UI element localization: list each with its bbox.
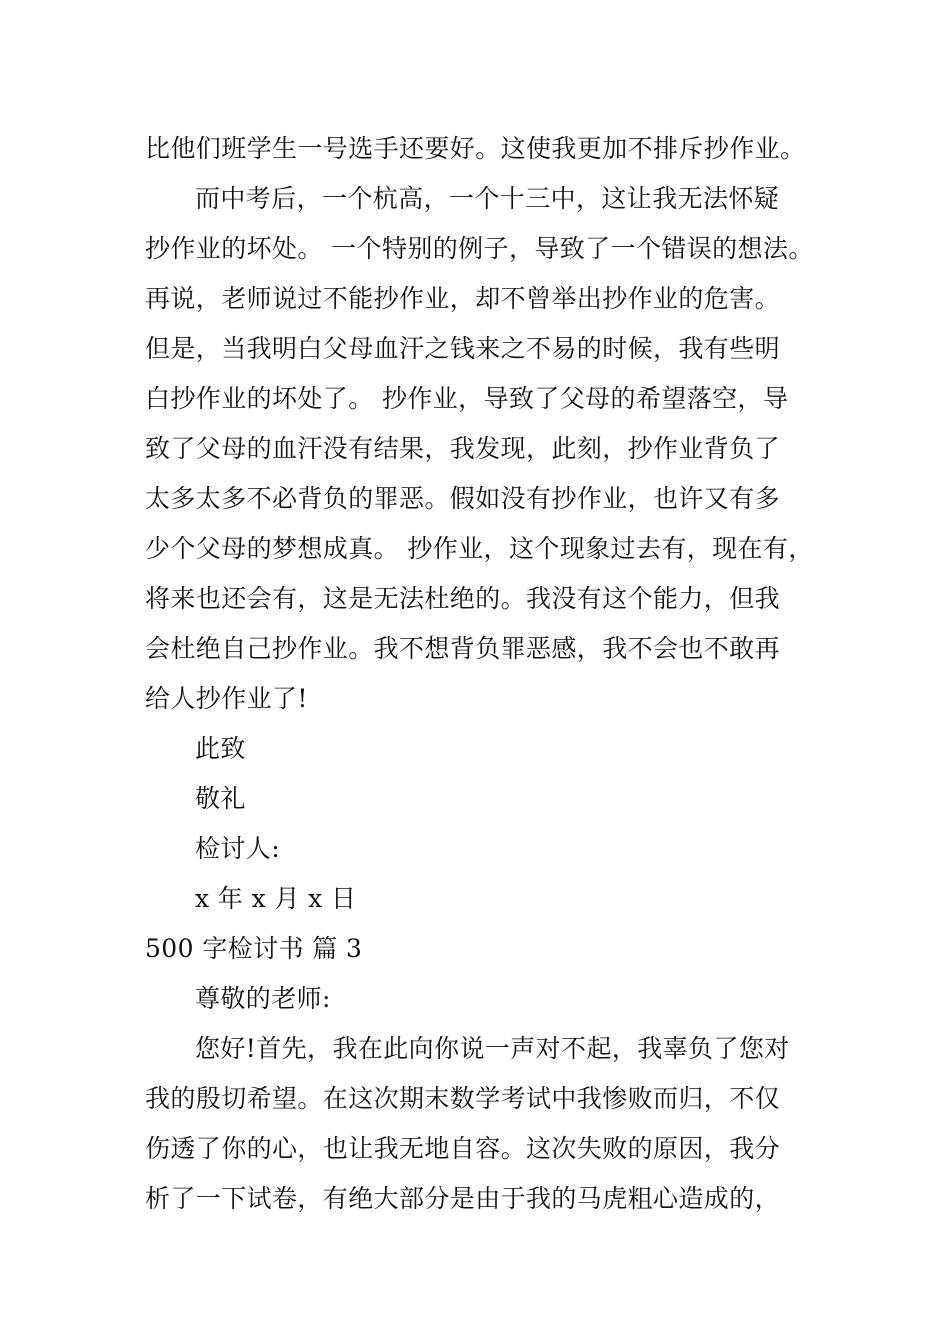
text-line: 给人抄作业了! xyxy=(145,684,308,713)
text-line: 会杜绝自己抄作业。我不想背负罪恶感，我不会也不敢再 xyxy=(145,634,781,663)
text-line: 析了一下试卷，有绝大部分是由于我的马虎粗心造成的， xyxy=(145,1184,781,1213)
text-line: 伤透了你的心，也让我无地自容。这次失败的原因，我分 xyxy=(145,1134,781,1163)
text-line: 抄作业的坏处。 一个特别的例子，导致了一个错误的想法。 xyxy=(145,234,814,263)
text-line: 比他们班学生一号选手还要好。这使我更加不排斥抄作业。 xyxy=(145,134,806,163)
text-line: 您好!首先，我在此向你说一声对不起，我辜负了您对 xyxy=(195,1034,790,1063)
text-line: 将来也还会有，这是无法杜绝的。我没有这个能力，但我 xyxy=(145,584,781,613)
date-line: x 年 x 月 x 日 xyxy=(195,884,357,913)
greeting: 尊敬的老师: xyxy=(195,984,331,1013)
text-line: 太多太多不必背负的罪恶。假如没有抄作业，也许又有多 xyxy=(145,484,781,513)
text-line: 白抄作业的坏处了。 抄作业，导致了父母的希望落空，导 xyxy=(145,384,789,413)
text-line: 再说，老师说过不能抄作业，却不曾举出抄作业的危害。 xyxy=(145,284,781,313)
section-heading: 500 字检讨书 篇 3 xyxy=(145,934,363,963)
text-line: 但是，当我明白父母血汗之钱来之不易的时候，我有些明 xyxy=(145,334,781,363)
text-line: 少个父母的梦想成真。 抄作业，这个现象过去有，现在有， xyxy=(145,534,814,563)
signature-label: 检讨人: xyxy=(195,834,281,863)
closing-regards: 敬礼 xyxy=(195,784,246,813)
text-line: 我的殷切希望。在这次期末数学考试中我惨败而归，不仅 xyxy=(145,1084,781,1113)
text-line: 而中考后，一个杭高，一个十三中，这让我无法怀疑 xyxy=(195,184,780,213)
text-line: 致了父母的血汗没有结果，我发现，此刻，抄作业背负了 xyxy=(145,434,781,463)
closing-salutation: 此致 xyxy=(195,734,246,763)
